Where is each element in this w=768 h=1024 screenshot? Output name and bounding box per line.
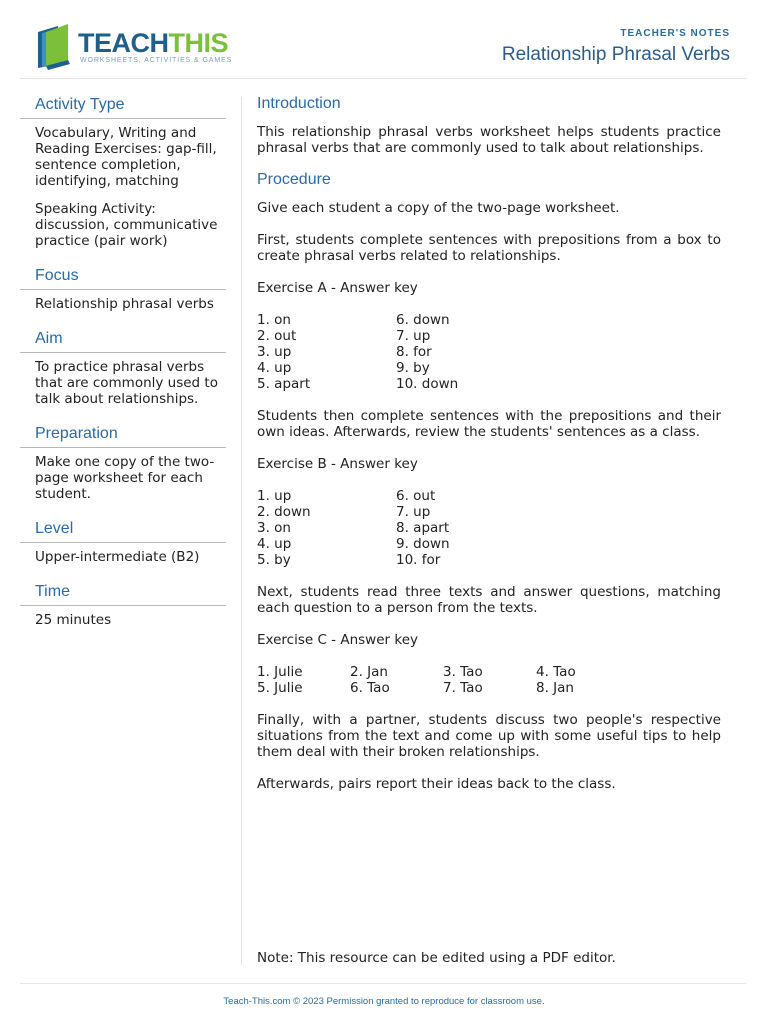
procedure-paragraph-3: Students then complete sentences with the prepositions and their own ideas. Afterwards, review the students' sentences as a class. [257,408,721,440]
sidebar-section-heading: Level [20,514,226,543]
sidebar-section-text: Make one copy of the two-page worksheet for each student. [35,454,215,502]
answer-key-item: 3. on [257,520,291,536]
answer-key-item: 8. for [396,344,432,360]
sidebar-section [20,514,226,565]
answer-key-item: 4. up [257,360,292,376]
sidebar-section [20,577,226,628]
exercise-b-label: Exercise B - Answer key [257,456,418,472]
sidebar-section-text: Speaking Activity: discussion, communicative practice (pair work) [35,201,218,249]
answer-key-item: 10. down [396,376,459,392]
book-logo-icon [36,24,78,70]
answer-key-item: 5. apart [257,376,311,392]
answer-key-item: 6. down [396,312,450,328]
logo-wordmark: TEACHTHIS [78,28,229,58]
sidebar [20,90,226,640]
answer-key-item: 8. Jan [536,680,574,696]
sidebar-section-text: 25 minutes [35,612,112,628]
answer-key-item: 10. for [396,552,441,568]
sidebar-section-body [20,119,226,249]
answer-key-item: 2. Jan [350,664,388,680]
procedure-paragraph-2: First, students complete sentences with prepositions from a box to create phrasal verbs related to relationships. [257,232,721,264]
answer-key-item: 6. Tao [350,680,390,696]
answer-key-item: 2. down [257,504,311,520]
answer-key-item: 1. Julie [257,664,303,680]
answer-key-item: 1. up [257,488,292,504]
sidebar-section-body [20,448,226,502]
exercise-c-answer-key [257,664,721,696]
sidebar-section-text: To practice phrasal verbs that are commonly used to talk about relationships. [35,359,218,407]
answer-key-item: 5. Julie [257,680,303,696]
column-divider [241,97,242,965]
sidebar-section-body [20,543,226,565]
answer-key-item: 7. up [396,504,431,520]
header-divider [20,78,746,79]
procedure-paragraph-1: Give each student a copy of the two-page worksheet. [257,200,620,216]
answer-key-item: 4. Tao [536,664,576,680]
answer-key-item: 6. out [396,488,436,504]
sidebar-section-text: Upper-intermediate (B2) [35,549,200,565]
teachers-notes-label: TEACHER'S NOTES [620,28,730,39]
sidebar-section-heading: Time [20,577,226,606]
answer-key-item: 4. up [257,536,292,552]
sidebar-section-heading: Focus [20,261,226,290]
answer-key-item: 3. up [257,344,292,360]
procedure-paragraph-6: Afterwards, pairs report their ideas back to the class. [257,776,616,792]
sidebar-section-text: Vocabulary, Writing and Reading Exercises: gap-fill, sentence completion, identifying, matching [35,125,217,189]
exercise-a-label: Exercise A - Answer key [257,280,418,296]
page-header [0,0,768,80]
footer-divider [20,983,746,984]
sidebar-section [20,419,226,502]
sidebar-section-body [20,353,226,407]
answer-key-item: 7. Tao [443,680,483,696]
answer-key-item: 9. by [396,360,430,376]
answer-key-item: 1. on [257,312,291,328]
answer-key-item: 3. Tao [443,664,483,680]
answer-key-item: 9. down [396,536,450,552]
exercise-a-answer-key [257,312,721,392]
sidebar-section-heading: Activity Type [20,90,226,119]
procedure-heading: Procedure [257,171,331,188]
exercise-b-answer-key [257,488,721,568]
introduction-heading: Introduction [257,95,341,112]
sidebar-section-heading: Aim [20,324,226,353]
sidebar-section-heading: Preparation [20,419,226,448]
main-content [257,90,721,808]
sidebar-section-text: Relationship phrasal verbs [35,296,214,312]
logo-tagline: WORKSHEETS, ACTIVITIES & GAMES [80,57,233,64]
page-title: Relationship Phrasal Verbs [501,44,730,65]
procedure-paragraph-4: Next, students read three texts and answer questions, matching each question to a person from the texts. [257,584,721,616]
sidebar-section [20,90,226,249]
answer-key-item: 8. apart [396,520,450,536]
exercise-c-label: Exercise C - Answer key [257,632,418,648]
sidebar-section [20,324,226,407]
introduction-text: This relationship phrasal verbs worksheet helps students practice phrasal verbs that are commonly used to talk about relationships. [257,124,721,156]
sidebar-section-body [20,290,226,312]
sidebar-section [20,261,226,312]
answer-key-item: 2. out [257,328,297,344]
answer-key-item: 5. by [257,552,291,568]
answer-key-item: 7. up [396,328,431,344]
teach-this-logo [36,24,236,70]
footer-copyright: Teach-This.com © 2023 Permission granted to reproduce for classroom use. [223,996,545,1007]
procedure-paragraph-5: Finally, with a partner, students discuss two people's respective situations from the text and come up with some useful tips to help them deal with their broken relationships. [257,712,721,760]
sidebar-section-body [20,606,226,628]
editing-note: Note: This resource can be edited using a PDF editor. [257,950,616,966]
